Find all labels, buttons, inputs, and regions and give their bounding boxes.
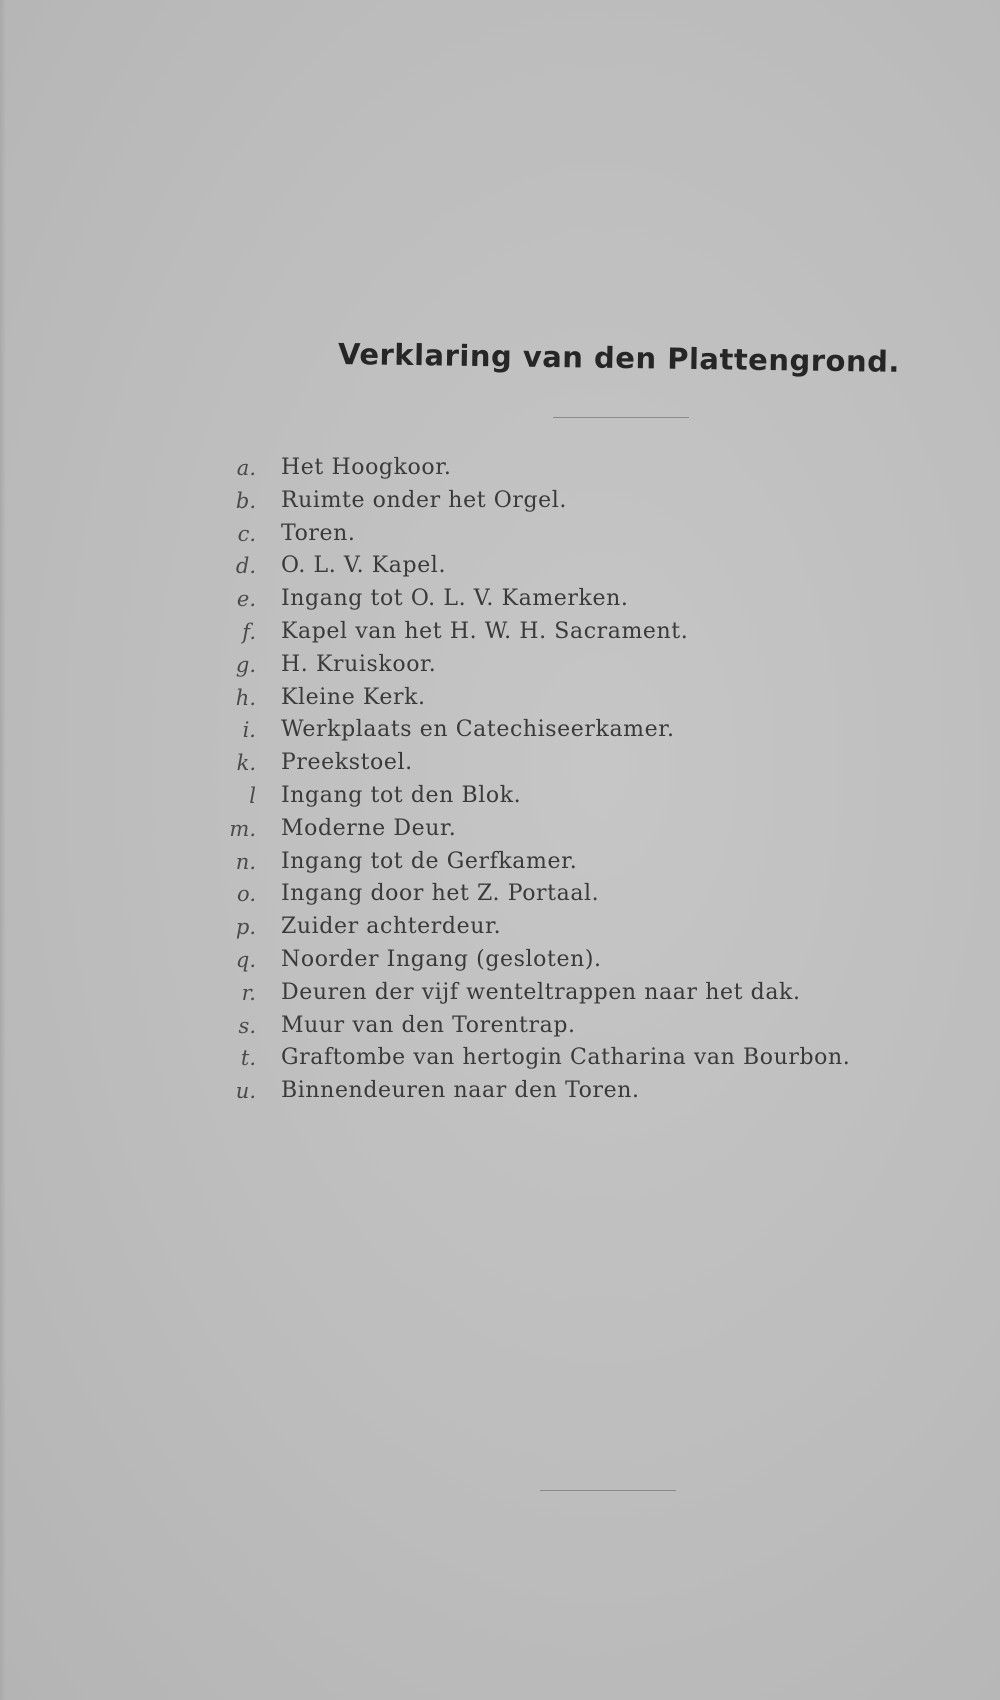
- legend-key: b.: [235, 488, 256, 513]
- page-title: Verklaring van den Plattengrond.: [337, 337, 901, 379]
- legend-label: Werkplaats en Catechiseerkamer.: [281, 717, 675, 743]
- legend-key: h.: [235, 685, 256, 710]
- legend-key: c.: [237, 521, 256, 546]
- legend-key: g.: [235, 652, 256, 677]
- page-edge-shadow: [0, 0, 6, 1700]
- legend-label: Noorder Ingang (gesloten).: [281, 946, 602, 972]
- legend-key: e.: [236, 587, 256, 612]
- legend-key: n.: [235, 849, 256, 874]
- top-divider: [553, 417, 689, 418]
- legend-item-b: [200, 485, 960, 518]
- legend-item-i: [200, 714, 960, 747]
- legend-label: Ingang door het Z. Portaal.: [281, 881, 600, 907]
- legend-item-u: [200, 1075, 960, 1108]
- legend-key: d.: [235, 554, 256, 579]
- legend-label: Muur van den Torentrap.: [281, 1012, 576, 1038]
- legend-item-m: [200, 813, 960, 846]
- bottom-divider: [540, 1490, 676, 1491]
- legend-item-h: [200, 682, 960, 715]
- legend-item-d: [200, 550, 960, 583]
- legend-label: Kapel van het H. W. H. Sacrament.: [281, 618, 689, 644]
- legend-item-c: [200, 518, 960, 551]
- legend-label: H. Kruiskoor.: [281, 651, 437, 677]
- legend-item-r: [200, 977, 960, 1010]
- legend-key: k.: [236, 751, 256, 776]
- legend-item-e: [200, 583, 960, 616]
- legend-key: r.: [241, 980, 256, 1005]
- legend-label: Moderne Deur.: [281, 815, 457, 841]
- legend-key: m.: [229, 816, 256, 841]
- legend-item-n: [200, 846, 960, 879]
- legend-label: Graftombe van hertogin Catharina van Bourbon.: [281, 1045, 851, 1071]
- legend-label: O. L. V. Kapel.: [281, 553, 447, 579]
- legend-label: Ruimte onder het Orgel.: [281, 487, 568, 513]
- legend-item-o: [200, 878, 960, 911]
- legend-label: Ingang tot den Blok.: [281, 782, 522, 808]
- legend-label: Zuider achterdeur.: [281, 914, 502, 940]
- legend-key: f.: [242, 619, 256, 644]
- legend-key: p.: [235, 915, 256, 940]
- legend-label: Het Hoogkoor.: [281, 455, 452, 480]
- legend-label: Kleine Kerk.: [281, 684, 426, 710]
- legend-key: u.: [235, 1079, 256, 1104]
- legend-label: Ingang tot de Gerfkamer.: [281, 848, 578, 874]
- legend-item-g: [200, 649, 960, 682]
- legend-item-q: [200, 944, 960, 977]
- legend-item-f: [200, 616, 960, 649]
- legend-label: Binnendeuren naar den Toren.: [281, 1078, 640, 1104]
- legend-item-l: [200, 780, 960, 813]
- legend-key: s.: [238, 1013, 256, 1038]
- legend-key: o.: [237, 882, 256, 907]
- legend-key: l: [249, 783, 256, 808]
- legend-item-s: [200, 1010, 960, 1043]
- legend-label: Toren.: [281, 520, 356, 546]
- legend-item-t: [200, 1042, 960, 1075]
- legend-item-k: [200, 747, 960, 780]
- legend-label: Ingang tot O. L. V. Kamerken.: [281, 586, 629, 612]
- legend-key: a.: [236, 456, 256, 480]
- legend-item-a: [200, 452, 960, 485]
- legend-list: [200, 452, 960, 1108]
- legend-key: q.: [235, 947, 256, 972]
- legend-key: i.: [242, 718, 256, 743]
- legend-item-p: [200, 911, 960, 944]
- legend-key: t.: [240, 1046, 256, 1071]
- legend-label: Preekstoel.: [281, 750, 413, 776]
- legend-label: Deuren der vijf wenteltrappen naar het dak.: [281, 979, 801, 1005]
